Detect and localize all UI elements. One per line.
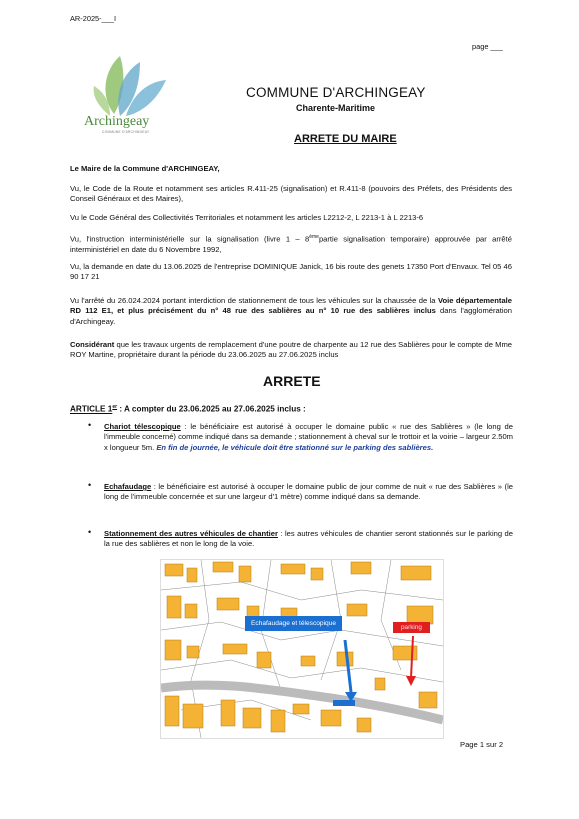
page-footer: Page 1 sur 2	[460, 740, 504, 749]
item-title: Echafaudage	[104, 482, 152, 491]
commune-logo	[80, 52, 180, 136]
article-1-heading	[70, 404, 306, 414]
vu-demande: Vu, la demande en date du 13.06.2025 de l'entreprise DOMINIQUE Janick, 16 bis route des genets 17350 Port d'Envaux. Tel 05 46 90 17 21	[70, 262, 512, 282]
item-echafaudage	[104, 482, 513, 503]
parking-label: parking	[393, 622, 430, 633]
item-text: : le bénéficiaire est autorisé à occuper le domaine public de jour comme de nuit « rue des Sablières » (le long de l'immeuble concernée et sur une largeur d'1 mètre) comme indiqué dans sa demande.	[104, 482, 513, 502]
vu-instruction-a: Vu, l'instruction interministérielle sur la signalisation (livre 1 – 8	[70, 234, 310, 244]
item-stationnement	[104, 529, 513, 550]
considerant-label: Considérant	[70, 340, 115, 349]
article-rest: : A compter du 23.06.2025 au 27.06.2025 inclus :	[117, 404, 306, 414]
vu-arrete-b: Voie départementale RD 112 E1, et plus précisément du n° 48 rue des sablières au n° 10 rue des sablières inclus	[70, 296, 513, 316]
vu-arrete-c: dans l'agglomération d'Archingeay.	[70, 306, 512, 326]
item-text: : le bénéficiaire est autorisé à occuper le domaine public « rue des Sablières » (le long de l'immeuble concerné) comme indiqué dans sa demande ; stationnement à cheval sur le trottoir et la voirie – largeur 2.50m x longueur 5m.	[104, 422, 514, 452]
scaffold-label: Echafaudage et télescopique	[245, 616, 342, 631]
document-reference: AR-2025-___I	[70, 14, 117, 23]
vu-instruction-b: partie signalisation temporaire) approuvée par arrêté interministériel en date du 6 Novembre 1992,	[70, 234, 512, 254]
cadastral-map	[160, 559, 444, 739]
item-emphasis: En fin de journée, le véhicule doit être stationné sur le parking des sablières.	[156, 442, 434, 452]
leaves-emblem-icon	[80, 52, 180, 120]
arrete-heading: ARRETE	[263, 373, 321, 389]
item-text: : les autres véhicules de chantier seront stationnés sur le parking de la rue des sablières et non le long de la voie.	[104, 529, 513, 549]
vu-instruction-sup: ème	[309, 234, 319, 240]
bullet-icon: •	[88, 527, 92, 537]
considerant-text: que les travaux urgents de remplacement d'une poutre de charpente au 12 rue des Sablières pour le compte de Mme ROY Martine, propriétaire durant la période du 23.06.2025 au 27.06.2025 inclus	[70, 340, 512, 360]
bullet-icon: •	[88, 480, 92, 490]
page-number-field: page ___	[472, 42, 503, 51]
item-title: Stationnement des autres véhicules de chantier	[104, 529, 278, 538]
logo-tagline: COMMUNE D'ARCHINGEAY	[102, 130, 150, 134]
article-label: ARTICLE 1	[70, 404, 113, 414]
item-title: Chariot télescopique	[104, 422, 181, 431]
vu-arrete	[70, 296, 512, 327]
vu-arrete-a: Vu l'arrêté du 26.024.2024 portant interdiction de stationnement de tous les véhicules sur la chaussée de la	[70, 296, 438, 305]
arrete-title: ARRETE DU MAIRE	[294, 133, 397, 145]
vu-code-route: Vu, le Code de la Route et notamment ses articles R.411-25 (signalisation) et R.411-8 (pouvoirs des Préfets, des Présidents des Conseil Généraux et des Maires),	[70, 184, 512, 204]
bullet-icon: •	[88, 420, 92, 430]
map-drawing	[161, 560, 443, 738]
considerant	[70, 340, 512, 361]
item-chariot	[104, 422, 513, 453]
department-subtitle: Charente-Maritime	[296, 103, 376, 113]
intro-lead: Le Maire de la Commune d'ARCHINGEAY,	[70, 164, 220, 173]
vu-instruction	[70, 232, 512, 255]
commune-title: COMMUNE D'ARCHINGEAY	[246, 85, 426, 100]
vu-cgct: Vu le Code Général des Collectivités Territoriales et notamment les articles L2212-2, L 2213-1 à L 2213-6	[70, 213, 424, 222]
logo-wordmark: Archingeay	[84, 114, 150, 129]
article-sup: er	[112, 404, 118, 410]
